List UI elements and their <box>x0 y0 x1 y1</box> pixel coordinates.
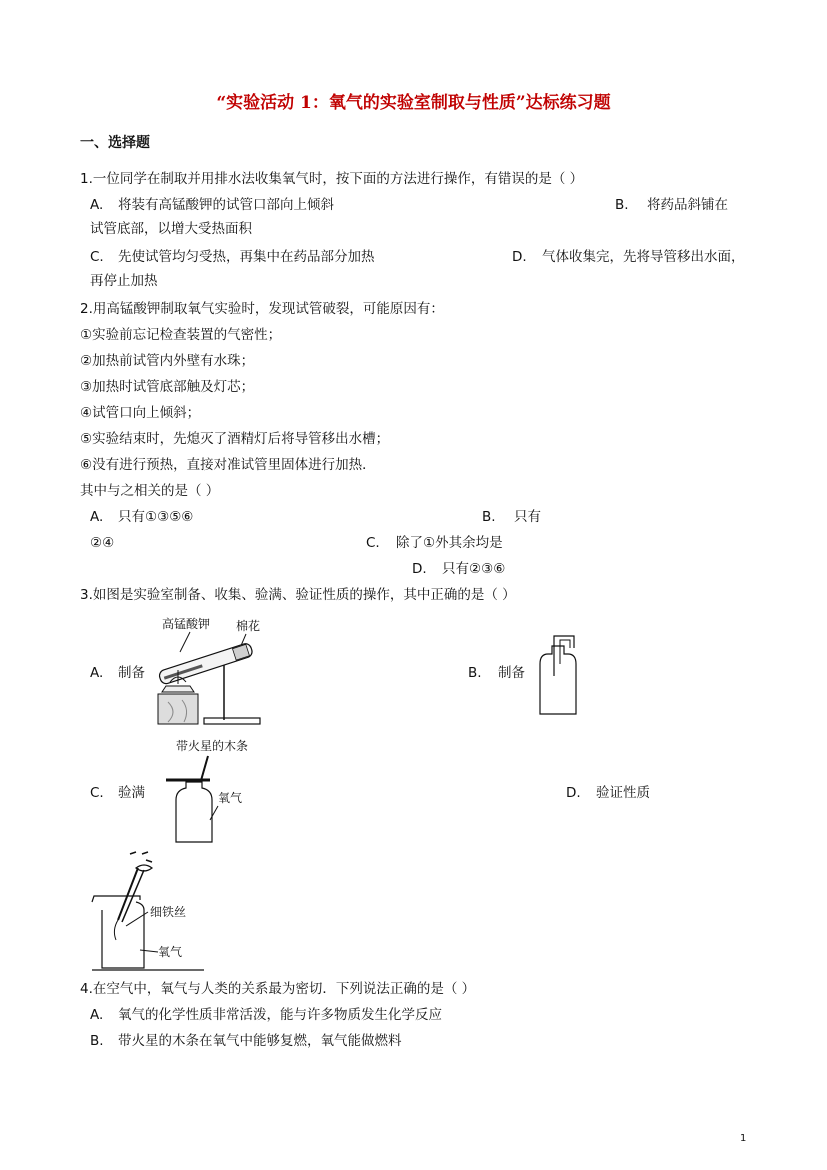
q3-option-b-label: B. <box>468 665 482 681</box>
q3-stem: 3.如图是实验室制备、收集、验满、验证性质的操作，其中正确的是（ ） <box>80 587 516 603</box>
figure-a-label-cotton: 棉花 <box>236 619 261 633</box>
figure-c-label-splint: 带火星的木条 <box>176 739 249 753</box>
q2-option-b-continued: ②④ <box>90 535 115 551</box>
figure-a-label-kmno4: 高锰酸钾 <box>162 617 211 631</box>
q2-item: ④试管口向上倾斜； <box>80 405 201 421</box>
q1-option-b-continued: 试管底部，以增大受热面积 <box>90 221 252 237</box>
q1-option-a-label: A. <box>90 197 104 213</box>
q3-option-b-text: 制备 <box>498 665 525 681</box>
q1-option-d-text: 气体收集完，先将导管移出水面， <box>542 249 745 265</box>
q2-item: ②加热前试管内外壁有水珠； <box>80 353 255 369</box>
figure-d-iron-wire <box>88 850 204 972</box>
q2-option-b-label: B. <box>482 509 496 525</box>
q1-option-d-label: D. <box>512 249 527 265</box>
q3-option-a-label: A. <box>90 665 104 681</box>
q2-ask: 其中与之相关的是（ ） <box>80 483 220 499</box>
q4-stem: 4.在空气中，氧气与人类的关系最为密切．下列说法正确的是（ ） <box>80 981 476 997</box>
q4-option-b-text: 带火星的木条在氧气中能够复燃，氧气能做燃料 <box>118 1033 402 1049</box>
q2-option-a-text: 只有①③⑤⑥ <box>118 509 194 525</box>
figure-a-heating-apparatus <box>148 612 288 730</box>
q1-option-b-label: B. <box>615 197 629 213</box>
q4-option-b-label: B. <box>90 1033 104 1049</box>
q2-item: ⑤实验结束时，先熄灭了酒精灯后将导管移出水槽； <box>80 431 390 447</box>
q2-item: ①实验前忘记检查装置的气密性； <box>80 327 282 343</box>
figure-d-label-iron-wire: 细铁丝 <box>150 905 187 919</box>
q4-option-a-label: A. <box>90 1007 104 1023</box>
figure-b-gas-bottle <box>530 624 586 720</box>
figure-c-label-oxygen: 氧气 <box>218 791 243 805</box>
figure-c-splint-test <box>166 736 276 844</box>
q2-option-a-label: A. <box>90 509 104 525</box>
q1-stem: 1.一位同学在制取并用排水法收集氧气时，按下面的方法进行操作，有错误的是（ ） <box>80 171 584 187</box>
q3-option-d-label: D. <box>566 785 581 801</box>
q2-option-d-text: 只有②③⑥ <box>442 561 506 577</box>
q1-option-c-text: 先使试管均匀受热，再集中在药品部分加热 <box>118 249 375 265</box>
q2-item: ③加热时试管底部触及灯芯； <box>80 379 255 395</box>
q2-option-b-text: 只有 <box>514 509 541 525</box>
q2-option-d-label: D. <box>412 561 427 577</box>
q1-option-a-text: 将装有高锰酸钾的试管口部向上倾斜 <box>118 197 334 213</box>
q3-option-a-text: 制备 <box>118 665 145 681</box>
q3-option-c-label: C. <box>90 785 104 801</box>
figure-d-label-oxygen: 氧气 <box>158 945 183 959</box>
q3-option-d-text: 验证性质 <box>596 785 650 801</box>
q2-option-c-label: C. <box>366 535 380 551</box>
q2-stem: 2.用高锰酸钾制取氧气实验时，发现试管破裂，可能原因有： <box>80 301 444 317</box>
page-title: “实验活动 1：氧气的实验室制取与性质”达标练习题 <box>216 93 611 113</box>
q2-item: ⑥没有进行预热，直接对准试管里固体进行加热． <box>80 457 376 473</box>
section-heading: 一、选择题 <box>80 135 150 151</box>
q1-option-b-text: 将药品斜铺在 <box>647 197 728 213</box>
q1-option-c-label: C. <box>90 249 104 265</box>
q3-option-c-text: 验满 <box>118 785 145 801</box>
page-number: 1 <box>740 1133 747 1144</box>
q2-option-c-text: 除了①外其余均是 <box>396 535 503 551</box>
q4-option-a-text: 氧气的化学性质非常活泼，能与许多物质发生化学反应 <box>118 1007 442 1023</box>
q1-option-d-continued: 再停止加热 <box>90 273 158 289</box>
